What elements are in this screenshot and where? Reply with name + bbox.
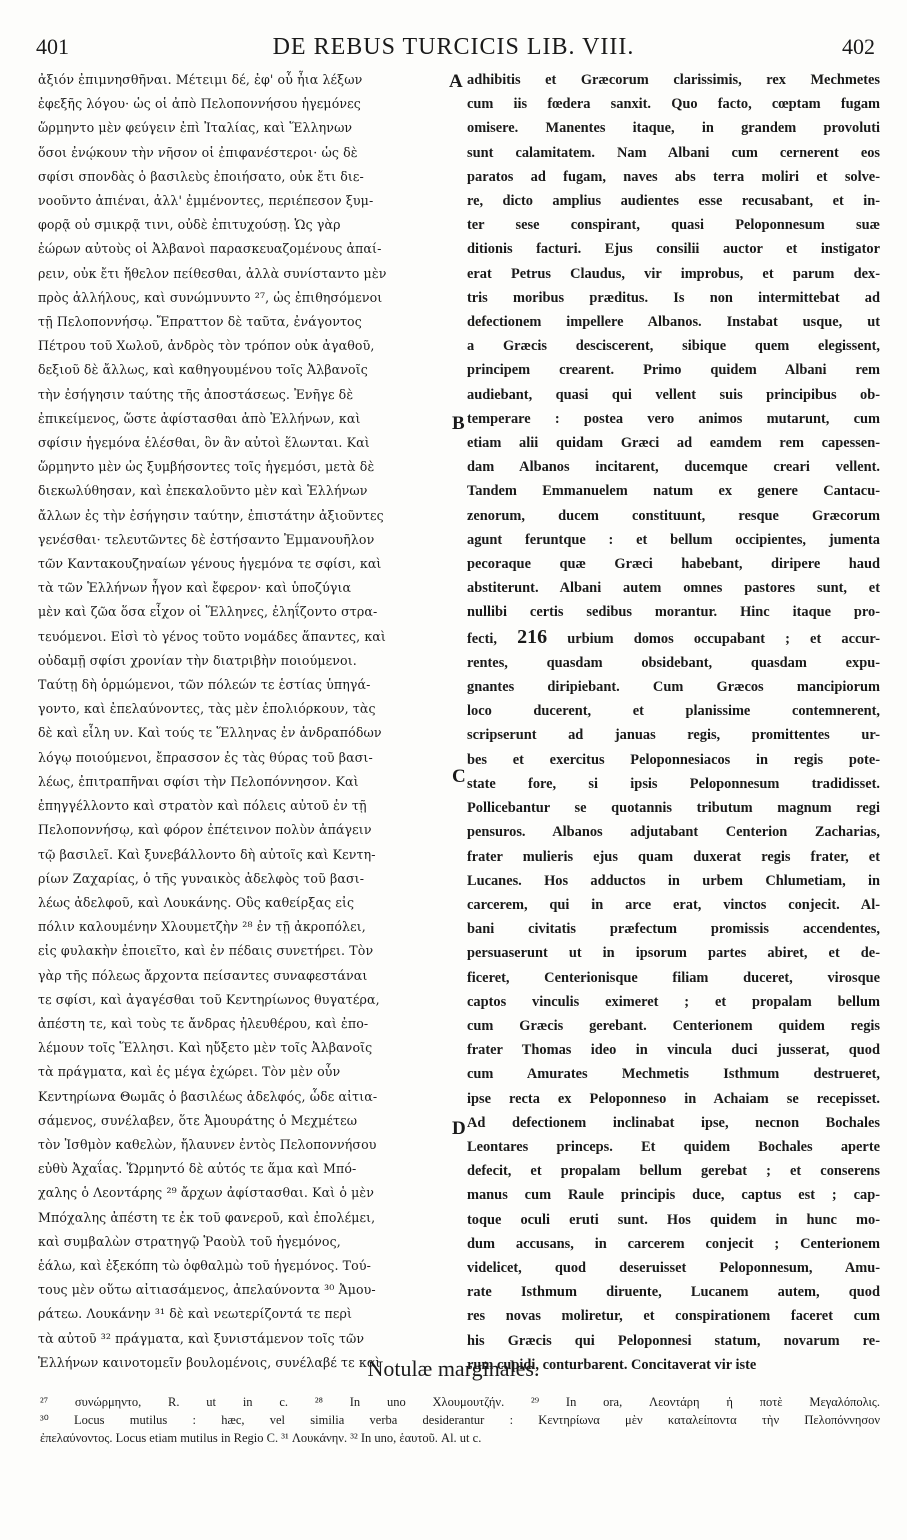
greek-line: ἐπικείμενος, ὥστε ἀφίστασθαι ἀπὸ Ἑλλήνων, καὶ: [38, 410, 361, 426]
latin-line: frater mulieris ejus quam duxerat regis frater, et: [467, 848, 880, 865]
note-line: ἐπελαύνοντος. Locus etiam mutilus in Regio C. ³¹ Λουκάνην. ³² In uno, ἑαυτοῦ. Al. ut c.: [40, 1431, 482, 1445]
section-marker-c: C: [452, 766, 466, 787]
greek-line: ἐπηγγέλλοντο καὶ στρατὸν καὶ πόλεις αὐτοῦ ἐν τῇ: [38, 798, 367, 814]
latin-line: temperare : postea vero animos mutarunt, cum: [467, 410, 880, 427]
greek-line: λέως, ἐπιτραπῆναι σφίσι τὴν Πελοπόννησον. Καὶ: [38, 773, 359, 789]
page-number-left: 401: [36, 34, 69, 59]
section-marker-d: D: [452, 1118, 466, 1139]
greek-line: ὥρμηντο μὲν φεύγειν ἐπὶ Ἰταλίας, καὶ Ἕλληνων: [38, 120, 353, 136]
greek-line: καὶ συμβαλὼν στρατηγῷ Ῥαοὺλ τοῦ ἡγεμόνος,: [38, 1233, 341, 1249]
latin-line: ter sese conspirant, quasi Peloponnesum suæ: [467, 217, 880, 234]
greek-line: δεξιοῦ δὲ ἄλλως, καὶ καθηγουμένου τοῖς Ἀλβανοῖς: [38, 362, 368, 378]
latin-line: res novas moliretur, et conspirationem faceret cum: [467, 1308, 880, 1325]
greek-line: σφίσι σπονδὰς ὁ βασιλεὺς ἐποιήσατο, οὐκ ἔτι διε-: [38, 168, 364, 184]
greek-line: τῶν Καντακουζηναίων γένους ἡγεμόνα τε σφίσι, καὶ: [38, 556, 382, 572]
greek-line: τὰ αὐτοῦ ³² πράγματα, καὶ ξυνιστάμενον τοῖς τῶν: [38, 1330, 365, 1346]
greek-line: Κεντηρίωνα Θωμᾶς ὁ βασιλέως ἀδελφός, ὧδε αἰτια-: [38, 1088, 378, 1104]
latin-line: Pollicebantur se quotannis tributum magnum regi: [467, 800, 880, 817]
greek-line: λόγῳ ποιούμενοι, ἔπρασσον ἐς τὰς θύρας τοῦ βασι-: [38, 749, 373, 765]
notes-heading: Notulæ marginales.: [367, 1356, 540, 1381]
greek-line: ρίων Ζαχαρίας, ὁ τῆς γυναικὸς ἀδελφὸς τοῦ βασι-: [38, 870, 365, 886]
greek-line: τὸν Ἰσθμὸν καθελὼν, ἤλαυνεν ἐντὸς Πελοποννήσου: [38, 1136, 377, 1152]
latin-line: tris moribus præditus. Is non intermittebat ad: [467, 289, 880, 306]
greek-line: σάμενος, συνέλαβεν, ὅτε Ἀμουράτης ὁ Μεχμέτεω: [38, 1112, 358, 1128]
greek-line: τὰ τῶν Ἑλλήνων ἦγον καὶ ἔφερον· καὶ ὑποζύγια: [38, 580, 352, 596]
latin-line: defectionem impellere Albanos. Instabat usque, ut: [467, 314, 880, 331]
latin-line: videlicet, quod deseruisset Peloponnesum, Amu-: [467, 1259, 880, 1276]
greek-line: εἰς φυλακὴν ἐποιεῖτο, καὶ ἐν πέδαις συνετήρει. Τὸν: [38, 943, 374, 959]
greek-line: γενέσθαι· τελευτῶντες δὲ ἐστήσαντο Ἐμμανουῆλον: [38, 531, 375, 547]
latin-line: persuaserunt ut in ipsorum partes abiret, et de-: [467, 945, 880, 962]
greek-line: χαλης ὁ Λεοντάρης ²⁹ ἄρχων ἀφίστασθαι. Καὶ ὁ μὲν: [38, 1185, 375, 1201]
greek-line: Ταύτῃ δὴ ὁρμώμενοι, τῶν πόλεών τε ἑστίας ὑπηγά-: [38, 677, 371, 693]
note-line: ²⁷ συνώρμηντο, R. ut in c. ²⁸ In uno Χλουμουτζήν. ²⁹ In ora, Λεοντάρη ἡ ποτὲ Μεγαλόπολις.: [40, 1395, 880, 1409]
section-marker-b: B: [452, 413, 465, 434]
greek-line: ἄλλων ἐς τὴν ἐσήγησιν ταύτην, ἐπιστάτην ἀξιοῦντες: [38, 507, 384, 523]
greek-line: τε σφίσι, καὶ ἀγαγέσθαι τοῦ Κεντηρίωνος θυγατέρα,: [38, 991, 380, 1007]
greek-line: τῷ βασιλεῖ. Καὶ ξυνεβάλλοντο δὴ αὐτοῖς καὶ Κεντη-: [38, 846, 376, 862]
greek-line: τῇ Πελοποννήσῳ. Ἔπραττον δὲ ταῦτα, ἐνάγοντος: [38, 314, 362, 330]
greek-text-column: [38, 68, 450, 1370]
greek-line: γοντο, καὶ ἐπελαύνοντες, τὰς μὲν ἐπολιόρκουν, τὰς: [38, 701, 376, 717]
latin-line: ficeret, Centerionisque filiam duceret, virosque: [467, 969, 880, 986]
latin-line: adhibitis et Græcorum clarissimis, rex Mechmetes: [467, 72, 880, 88]
running-title: DE REBUS TURCICIS LIB. VIII.: [272, 34, 635, 60]
page-header: [30, 34, 877, 64]
latin-line: Leontares princeps. Et quidem Bochales aperte: [467, 1138, 880, 1155]
latin-line: rate Isthmum diruente, Lucanem autem, quod: [467, 1284, 880, 1301]
latin-line: cum iis fœdera sanxit. Quo facto, cœptam fugam: [467, 96, 880, 113]
latin-line: rentes, quasdam obsidebant, quasdam expu-: [467, 654, 880, 671]
greek-line: τὰ πράγματα, καὶ ἐς μέγα ἐχώρει. Τὸν μὲν οὖν: [38, 1064, 341, 1080]
latin-line: scripserunt ad januas regis, promittentes ur-: [467, 727, 880, 744]
latin-line: zenorum, ducem constituunt, resque Græcorum: [467, 507, 880, 524]
greek-line: ὥρμηντο μὲν ὡς ξυμβήσοντες τοῖς ἡγεμόσι, μετὰ δὲ: [38, 459, 375, 475]
latin-line: his Græcis qui Peloponnesi statum, novarum re-: [467, 1332, 880, 1349]
greek-line: δὲ καὶ εἷλη υν. Καὶ τούς τε Ἕλληνας ἐν ἀνδραπόδων: [38, 725, 382, 741]
latin-line: manus cum Raule principis duce, captus est ; cap-: [467, 1187, 880, 1204]
latin-line: sunt calamitatem. Nam Albani cum cernerent eos: [467, 144, 880, 161]
page-number-right: 402: [842, 34, 875, 59]
latin-line: paratos ad fugam, naves abs terra moliri et solve-: [467, 168, 880, 185]
latin-line: frater Thomas ideo in vincula duci jusserat, quod: [467, 1042, 880, 1059]
greek-line: πόλιν καλουμένην Χλουμετζὴν ²⁸ ἐν τῇ ἀκροπόλει,: [38, 919, 366, 935]
latin-line: gnantes diripiebant. Cum Græcos mancipiorum: [467, 679, 880, 696]
latin-line: bes et exercitus Peloponnesiacos in regis pote-: [467, 751, 880, 768]
latin-line: Lucanes. Hos adductos in urbem Chlumetiam, in: [467, 872, 880, 889]
greek-line: Μπόχαλης ἀπέστη τε ἐκ τοῦ φανεροῦ, καὶ ἐπολέμει,: [38, 1209, 376, 1225]
greek-line: μὲν καὶ ζῶα ὅσα εἶχον οἱ Ἕλληνες, ἐληΐζοντο στρα-: [38, 604, 378, 620]
latin-line: rum cupidi, conturbarent. Concitaverat vir iste: [467, 1356, 757, 1373]
greek-line: ἀπέστη τε, καὶ τοὺς τε ἄνδρας ἠλευθέρου, καὶ ἐπο-: [38, 1015, 369, 1031]
greek-line: Πελοποννήσῳ, καὶ φόρον ἐπέτεινον πολὺν ἀπάγειν: [38, 822, 372, 838]
latin-line: audiebant, quasi qui vellent suis principibus ob-: [467, 386, 880, 403]
greek-line: οὐδαμῇ σφίσι χρονίαν τὴν διατριβὴν ποιούμενοι.: [38, 652, 357, 668]
latin-line: Tandem Emmanuelem natum ex genere Cantacu-: [467, 483, 880, 500]
latin-line: nullibi certis sedibus morantur. Hinc itaque pro-: [467, 604, 880, 621]
marginal-notes: [40, 1393, 880, 1447]
greek-line: ρειν, οὐκ ἔτι ἤθελον πείθεσθαι, ἀλλὰ συνίσταντο μὲν: [38, 265, 387, 281]
greek-line: ράτεω. Λουκάνην ³¹ δὲ καὶ νεωτερίζοντά τε περὶ: [38, 1306, 353, 1322]
latin-line: abstiterunt. Albani autem omnes pastores sunt, et: [467, 580, 880, 597]
latin-line: erat Petrus Claudus, vir improbus, et parum dex-: [467, 265, 880, 282]
greek-line: ἐφεξῆς λόγου· ὡς οἱ ἀπὸ Πελοποννήσου ἡγεμόνες: [38, 96, 361, 112]
latin-line: ipse recta ex Peloponneso in Achaiam se recepisset.: [467, 1090, 880, 1107]
greek-line: νοοῦντο ἀπιέναι, ἀλλ' ἐμμένοντες, περιέπεσον ξυμ-: [38, 193, 374, 209]
latin-line: fecti, 216 urbium domos occupabant ; et accur-: [467, 625, 880, 648]
greek-line: πρὸς ἀλλήλους, καὶ συνώμνυντο ²⁷, ὡς ἐπιθησόμενοι: [38, 289, 383, 305]
latin-line: a Græcis desciscerent, sibique quem elegissent,: [467, 338, 880, 355]
greek-line: τευόμενοι. Εἰσὶ τὸ γένος τοῦτο νομάδες ἅπαντες, καὶ: [38, 628, 386, 644]
greek-line: σφίσιν ἡγεμόνα ἑλέσθαι, ὃν ἂν αὐτοὶ ἕλωνται. Καὶ: [38, 435, 370, 451]
greek-line: ἀξιόν ἐπιμνησθῆναι. Μέτειμι δέ, ἐφ' οὗ ἦια λέξων: [38, 72, 363, 87]
latin-line: etiam alii quidam Græci ad eamdem rem capessen-: [467, 435, 880, 452]
latin-line: bani civitatis præfectum promissis accendentes,: [467, 921, 880, 938]
latin-line: pecoraque quæ Græci habebant, diripere haud: [467, 556, 880, 573]
latin-line: re, dicto amplius audientes esse recusabant, et in-: [467, 193, 880, 210]
greek-line: λέως ἀδελφοῦ, καὶ Λουκάνης. Οὓς καθείρξας εἰς: [38, 894, 355, 910]
latin-line: omisere. Manentes itaque, in grandem provoluti: [467, 120, 880, 137]
latin-line: carcerem, qui in arce erat, vinctos conjecit. Al-: [467, 896, 880, 913]
latin-line: Ad defectionem inclinabat ipse, necnon Bochales: [467, 1114, 880, 1131]
latin-line: captos vinculis eximeret ; et propalam bellum: [467, 993, 880, 1010]
greek-line: ἑάλω, καὶ ἐξεκόπη τὼ ὀφθαλμὼ τοῦ ἡγεμόνος. Τού-: [38, 1257, 371, 1273]
latin-text-column: [467, 68, 880, 1373]
latin-line: state fore, si ipsis Peloponnesum tradidisset.: [467, 775, 880, 792]
latin-line: cum Græcis gerebant. Centerionem quidem regis: [467, 1017, 880, 1034]
latin-line: principem crearent. Primo quidem Albani rem: [467, 362, 880, 379]
latin-line: dum accusans, in carcerem conjecit ; Centerionem: [467, 1235, 880, 1252]
greek-line: τους μὲν οὕτω αἰτιασάμενος, ἀπελαύνοντα ³⁰ Ἀμου-: [38, 1282, 376, 1298]
greek-line: Ἑλλήνων καινοτομεῖν βουλομένοις, συνέλαβέ τε καὶ: [38, 1354, 381, 1370]
latin-line: toque oculi eruti sunt. Hos quidem in hunc mo-: [467, 1211, 880, 1228]
latin-line: pensuros. Albanos adjutabant Centerion Zacharias,: [467, 824, 880, 841]
latin-line: agunt feruntque : et bellum occipientes, jumenta: [467, 531, 880, 548]
greek-line: ἑώρων αὐτοὺς οἱ Ἀλβανοὶ παρασκευαζομένους ἀπαί-: [38, 241, 382, 257]
greek-line: διεκωλύθησαν, καὶ ἐπεκαλοῦντο μὲν καὶ Ἑλλήνων: [38, 483, 368, 499]
greek-line: ὅσοι ἐνῴκουν τὴν νῆσον οἱ ἐπιφανέστεροι· ὡς δὲ: [38, 144, 358, 160]
folio-number: 216: [517, 625, 548, 648]
latin-line: cum Amurates Mechmetis Isthmum destrueret,: [467, 1066, 880, 1083]
greek-line: λέμουν τοῖς Ἕλλησι. Καὶ ηὔξετο μὲν τοῖς Ἀλβανοῖς: [38, 1040, 373, 1056]
greek-line: γὰρ τῆς πόλεως ἄρχοντα πείσαντες συναφεστάναι: [38, 967, 368, 983]
latin-line: ditionis facturi. Ejus consilii auctor et instigator: [467, 241, 880, 258]
latin-line: defecit, et propalam bellum gerebat ; et conserens: [467, 1163, 880, 1180]
greek-line: φορᾷ οὐ σμικρᾷ τινι, οὐδὲ ἐπιτυχούσῃ. Ὡς γὰρ: [38, 217, 341, 233]
greek-line: εὐθὺ Ἀχαΐας. Ὥρμηντό δὲ αὐτός τε ἅμα καὶ Μπό-: [38, 1161, 357, 1177]
greek-line: Πέτρου τοῦ Χωλοῦ, ἀνδρὸς τὸν τρόπον οὐκ ἀγαθοῦ,: [38, 338, 375, 354]
note-line: ³⁰ Locus mutilus : hæc, vel similia verba desiderantur : Κεντηρίωνα μὲν καταλείποντα τὴν Πελοπόννησον: [40, 1413, 880, 1427]
latin-line: dam Albanos incitarent, ducemque creari vellent.: [467, 459, 880, 476]
latin-line: loco ducerent, et planissime contemnerent,: [467, 703, 880, 720]
greek-line: τὴν ἐσήγησιν ταύτης τῆς ἀποστάσεως. Ἐνῆγε δὲ: [38, 386, 354, 402]
section-marker-a: A: [449, 71, 463, 92]
